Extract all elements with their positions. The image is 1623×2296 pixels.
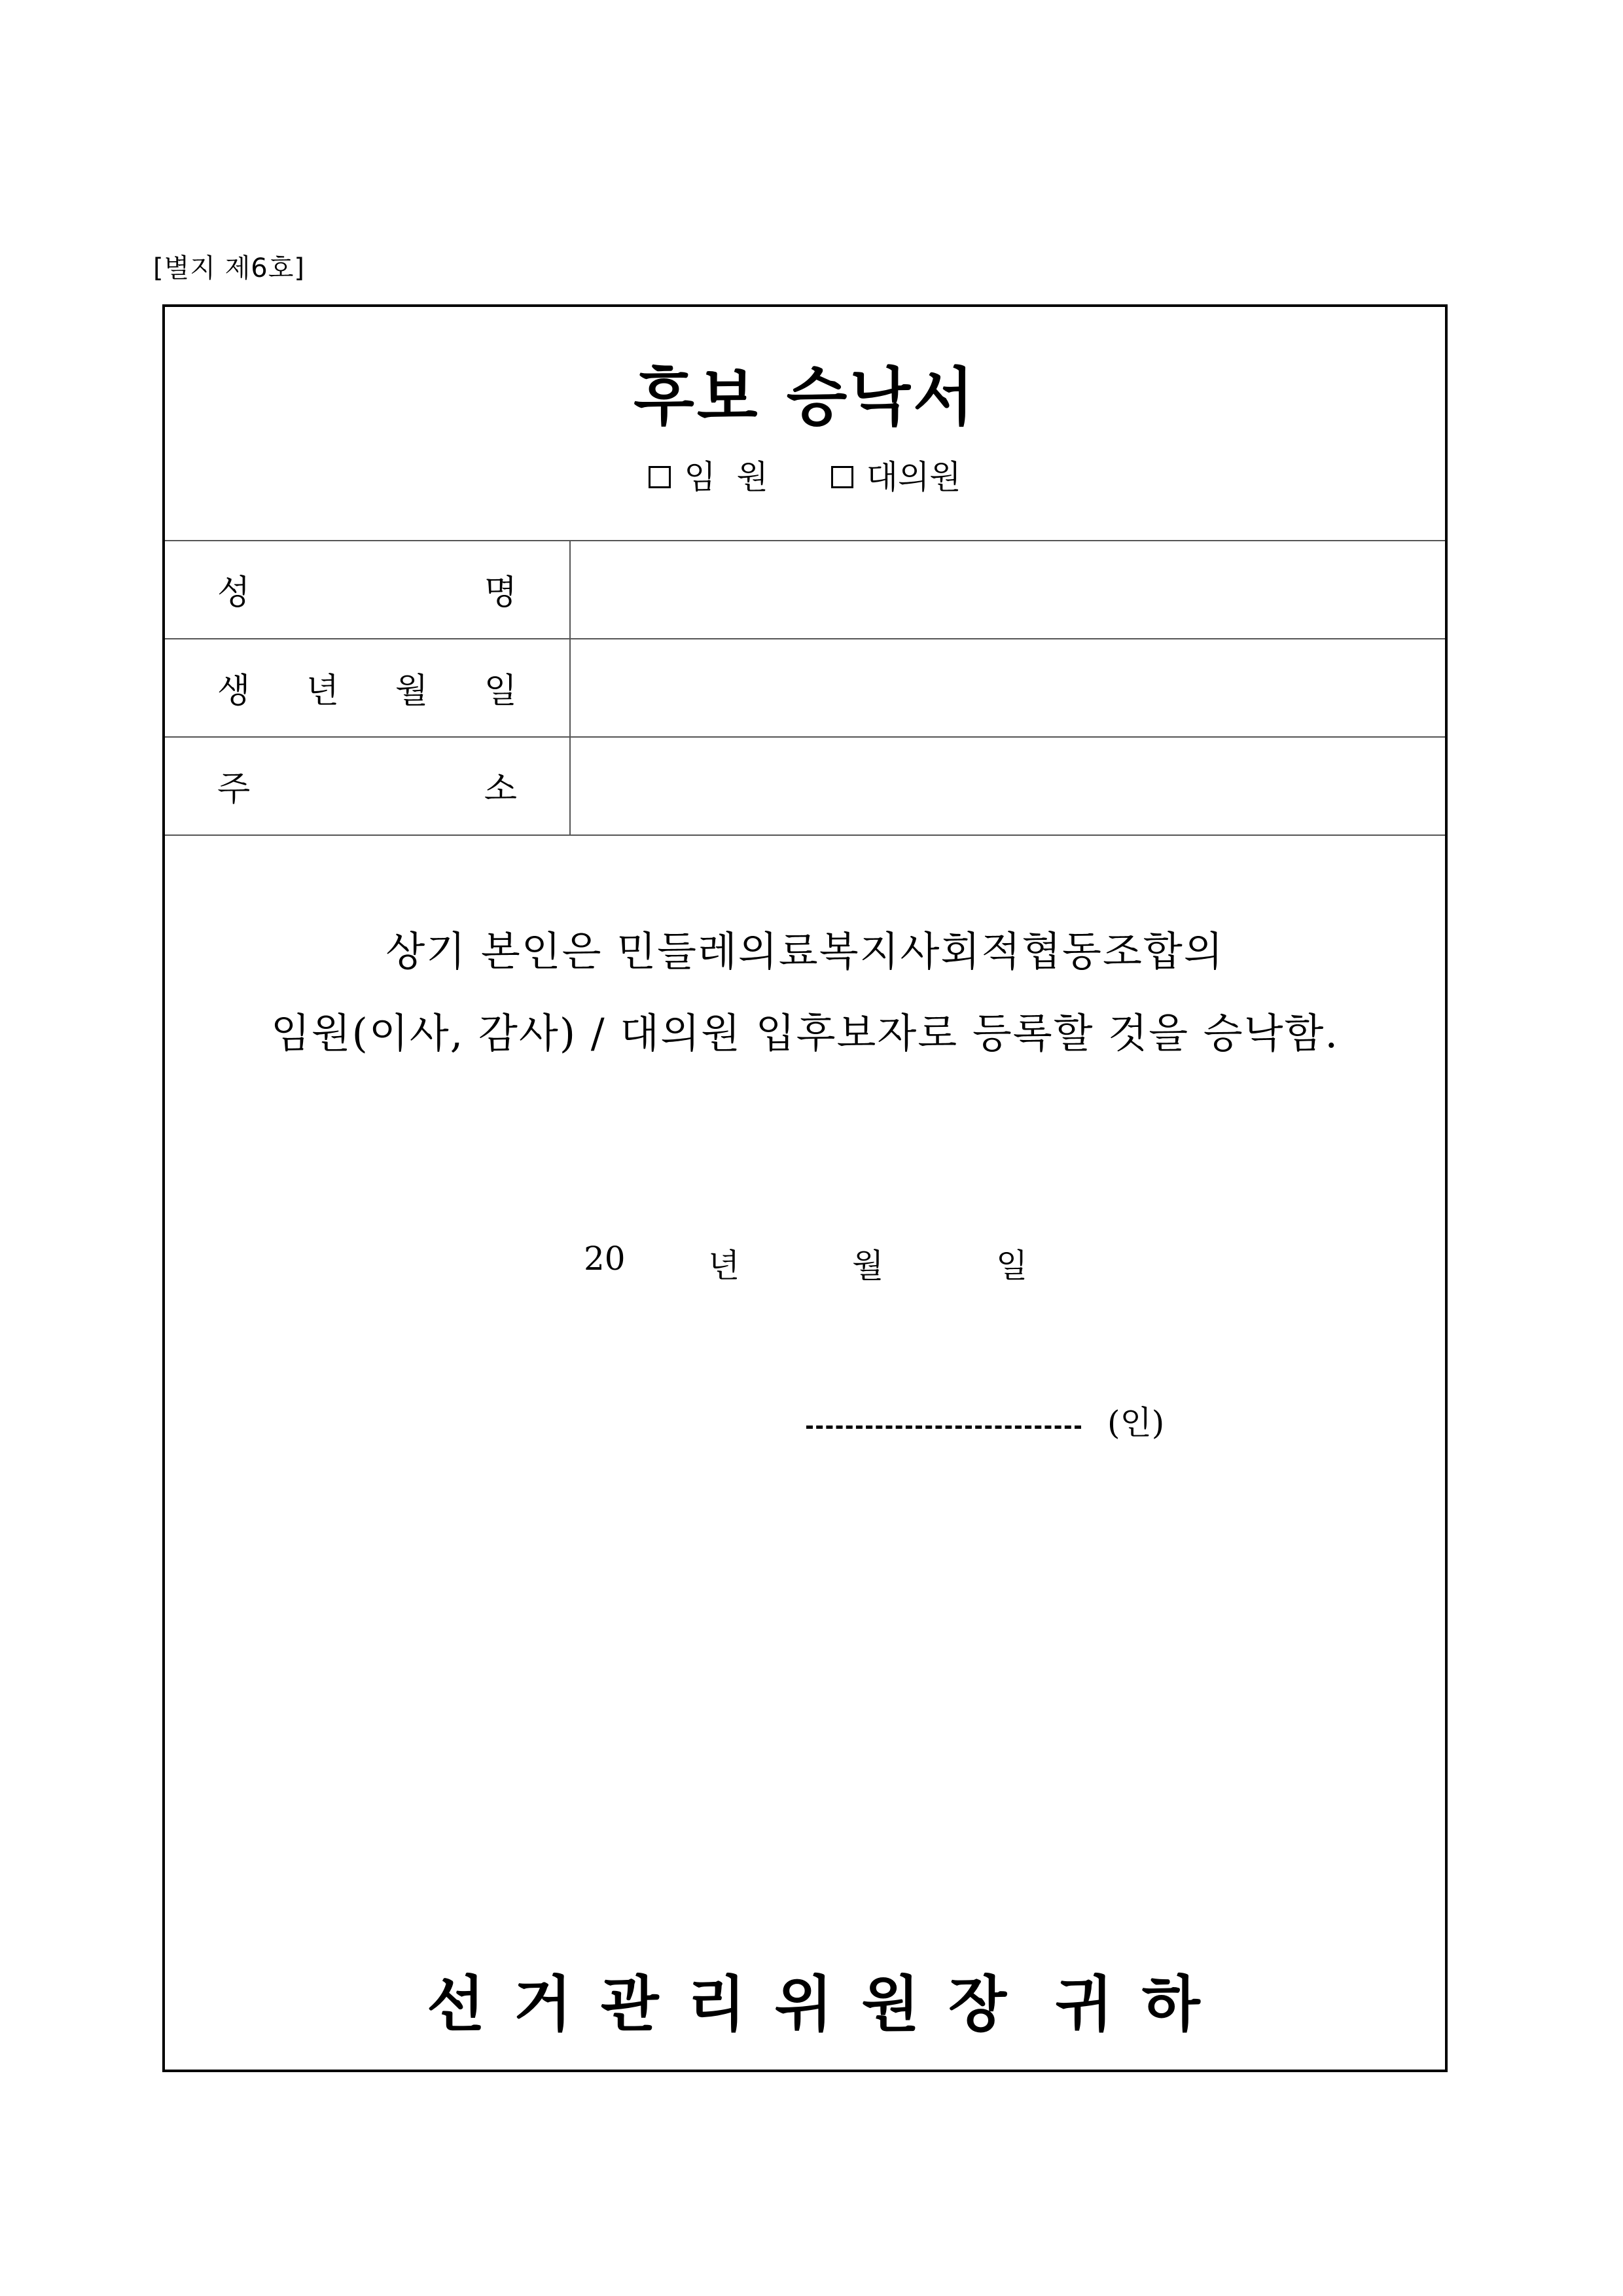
address-label-char: 주 (217, 769, 251, 809)
address-label-char: 소 (484, 769, 517, 809)
title-part2: 승낙서 (786, 360, 976, 434)
birthdate-label-char: 월 (395, 671, 429, 711)
option-delegate[interactable] (831, 451, 961, 498)
name-label-char: 명 (484, 573, 517, 613)
form-title (165, 348, 1445, 437)
recipient-committee: 선거관리위원장 (427, 1969, 1036, 2039)
birthdate-label-char: 년 (306, 671, 340, 711)
name-label-char: 성 (217, 573, 251, 613)
delegate-checkbox[interactable] (831, 466, 853, 488)
birthdate-label-char: 일 (484, 671, 517, 711)
officer-label: 임 원 (684, 458, 768, 496)
birthdate-label (165, 638, 571, 736)
row-name (165, 540, 1445, 639)
date-day-unit: 일 (996, 1247, 1028, 1285)
birthdate-label-char: 생 (217, 671, 251, 711)
date-century: 20 (584, 1240, 626, 1278)
date-year-unit: 년 (708, 1247, 740, 1285)
signature-row (165, 1397, 1445, 1449)
address-label (165, 736, 571, 834)
statement-line1: 상기 본인은 민들레의료복지사회적협동조합의 (385, 927, 1224, 975)
address-field[interactable] (571, 736, 1445, 834)
form-box (162, 304, 1448, 2072)
title-part1: 후보 (633, 360, 760, 434)
delegate-label: 대의원 (866, 458, 961, 496)
row-address (165, 736, 1445, 836)
form-number: [별지 제6호] (153, 253, 305, 283)
role-options (165, 451, 1445, 498)
birthdate-field[interactable] (571, 638, 1445, 736)
row-birthdate (165, 638, 1445, 738)
date-month-unit: 월 (852, 1247, 884, 1285)
statement-line2: 임원(이사, 감사) / 대의원 입후보자로 등록할 것을 승낙함. (270, 1009, 1340, 1057)
option-officer[interactable] (649, 451, 768, 498)
seal-label: (인) (1107, 1404, 1165, 1442)
signature-line[interactable] (806, 1426, 1081, 1429)
name-field[interactable] (571, 540, 1445, 638)
recipient-honorific: 귀하 (1055, 1969, 1229, 2039)
name-label (165, 540, 571, 638)
officer-checkbox[interactable] (649, 466, 671, 488)
form-header (165, 307, 1445, 541)
date-row (165, 1240, 1445, 1292)
